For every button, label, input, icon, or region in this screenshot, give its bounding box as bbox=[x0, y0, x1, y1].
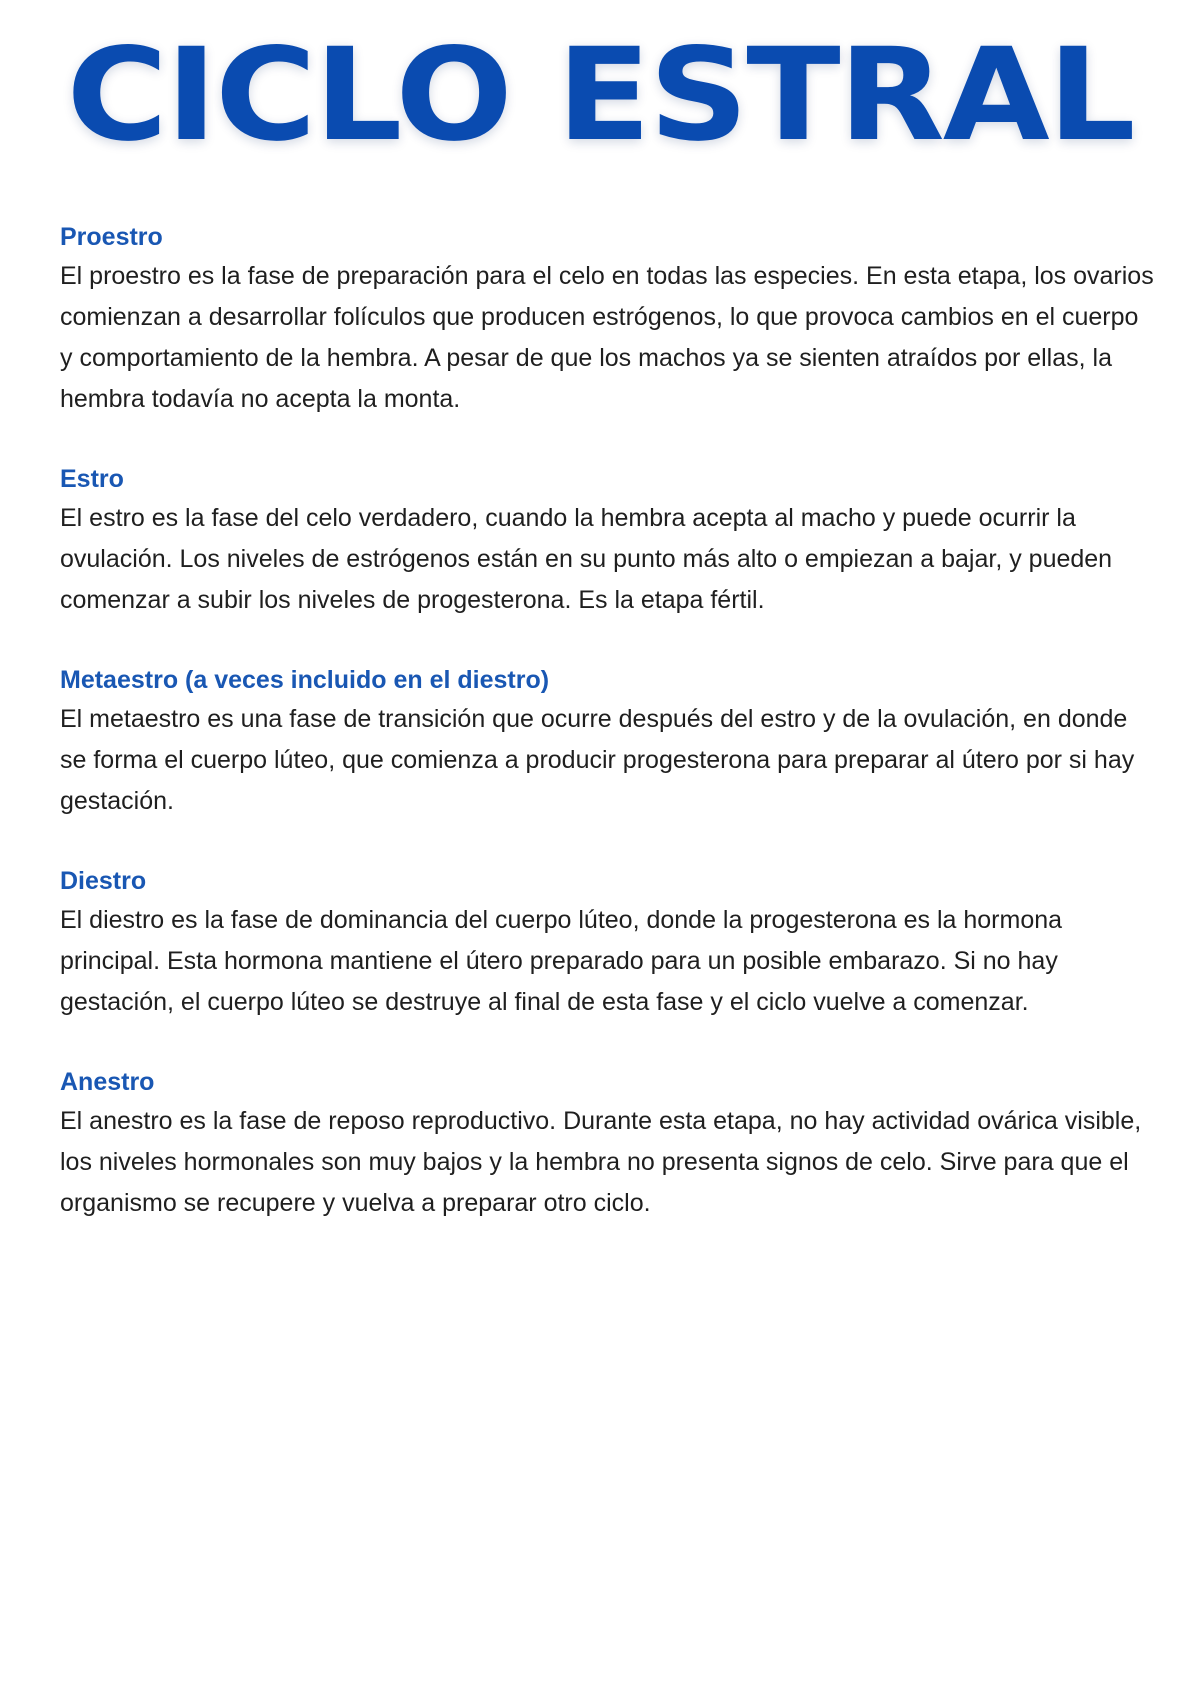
section-paragraph: El metaestro es una fase de transición que ocurre después del estro y de la ovulación, en donde se forma el cuerpo lúteo, que comienza a producir progesterona para preparar al útero por si hay gestación. bbox=[60, 705, 1135, 815]
section-paragraph: El anestro es la fase de reposo reproductivo. Durante esta etapa, no hay actividad ovárica visible, los niveles hormonales son muy bajos y la hembra no presenta signos de celo. Sirve para que el organismo se recupere y vuelva a preparar otro ciclo. bbox=[60, 1107, 1142, 1217]
section-diestro bbox=[60, 862, 1155, 1023]
section-paragraph: El proestro es la fase de preparación para el celo en todas las especies. En esta etapa, los ovarios comienzan a desarrollar folículos que producen estrógenos, lo que provoca cambios en el cuerpo y comportamiento de la hembra. A pesar de que los machos ya se sienten atraídos por ellas, la hembra todavía no acepta la monta. bbox=[60, 262, 1154, 413]
section-paragraph: El diestro es la fase de dominancia del cuerpo lúteo, donde la progesterona es la hormona principal. Esta hormona mantiene el útero preparado para un posible embarazo. Si no hay gestación, el cuerpo lúteo se destruye al final de esta fase y el ciclo vuelve a comenzar. bbox=[60, 906, 1063, 1016]
section-heading: Estro bbox=[60, 465, 124, 493]
section-heading: Diestro bbox=[60, 867, 147, 895]
section-proestro bbox=[60, 218, 1155, 420]
section-paragraph: El estro es la fase del celo verdadero, cuando la hembra acepta al macho y puede ocurrir la ovulación. Los niveles de estrógenos están en su punto más alto o empiezan a bajar, y pueden comenzar a subir los niveles de progesterona. Es la etapa fértil. bbox=[60, 504, 1113, 614]
section-anestro bbox=[60, 1063, 1155, 1224]
section-metaestro bbox=[60, 661, 1155, 822]
section-heading: Proestro bbox=[60, 223, 163, 251]
page-title: CICLO ESTRAL bbox=[66, 21, 1134, 170]
section-estro bbox=[60, 460, 1155, 621]
section-heading: Metaestro (a veces incluido en el diestro) bbox=[60, 666, 550, 694]
section-heading: Anestro bbox=[60, 1068, 155, 1096]
document-body bbox=[60, 218, 1155, 1264]
